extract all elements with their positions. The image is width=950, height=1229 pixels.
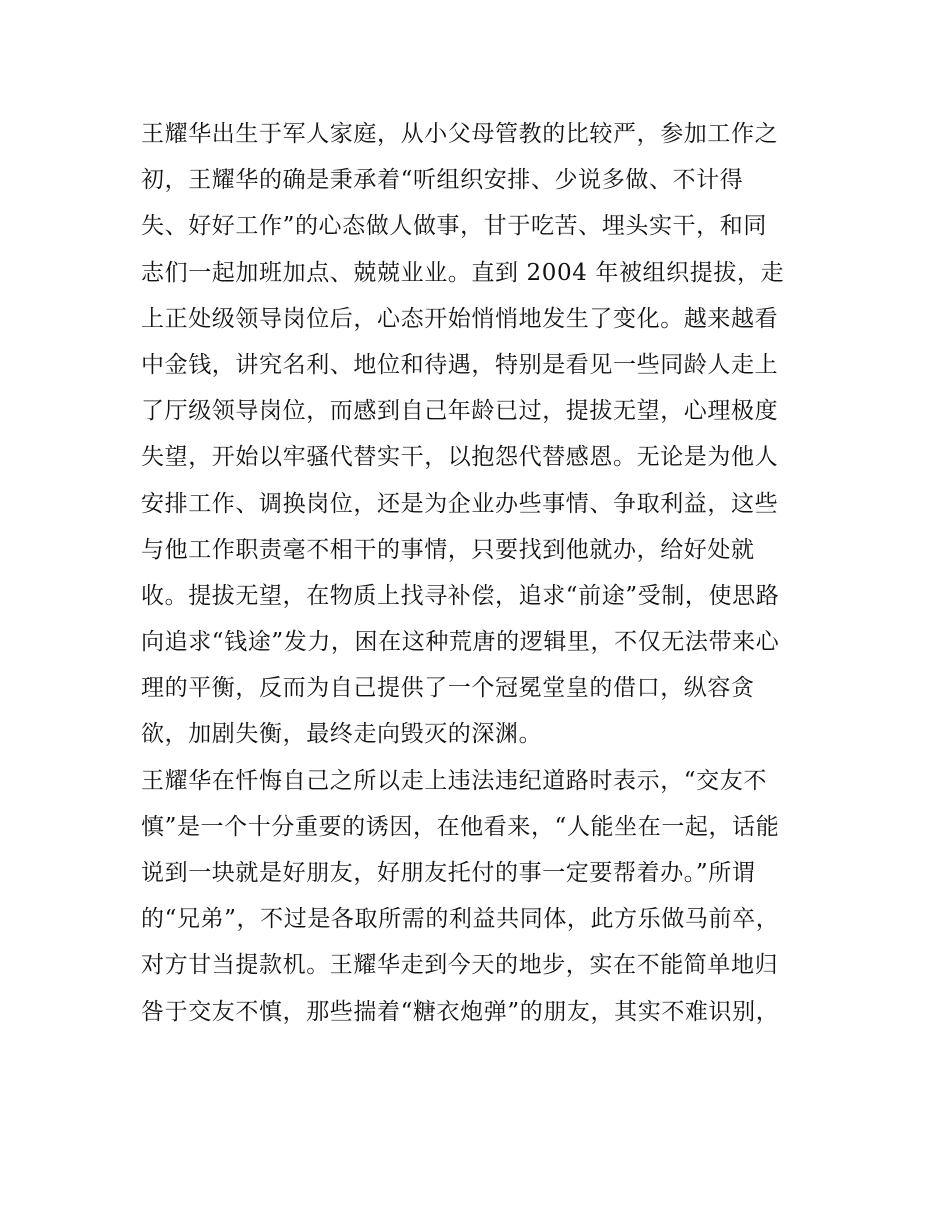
text-line: 中金钱，讲究名利、地位和待遇，特别是看见一些同龄人走上 [141, 351, 779, 378]
text-line: 对方甘当提款机。王耀华走到今天的地步，实在不能简单地归 [141, 952, 779, 979]
text-line: 失、好好工作”的心态做人做事，甘于吃苦、埋头实干，和同 [141, 213, 767, 240]
text-line: 上正处级领导岗位后，心态开始悄悄地发生了变化。越来越看 [141, 305, 779, 332]
text-line: 说到一块就是好朋友，好朋友托付的事一定要帮着办。”所谓 [141, 860, 756, 886]
text-line: 失望，开始以牢骚代替实干，以抱怨代替感恩。无论是为他人 [141, 444, 779, 471]
text-line: 慎”是一个十分重要的诱因，在他看来，“人能坐在一起，话能 [141, 813, 780, 840]
text-line: 的“兄弟”，不过是各取所需的利益共同体，此方乐做马前卒， [141, 906, 780, 933]
text-line: 王耀华出生于军人家庭，从小父母管教的比较严，参加工作之 [141, 121, 779, 147]
text-line: 与他工作职责毫不相干的事情，只要找到他就办，给好处就 [141, 536, 755, 563]
text-line: 咎于交友不慎，那些揣着“糖衣炮弹”的朋友，其实不难识别， [141, 998, 780, 1025]
text-line: 理的平衡，反而为自己提供了一个冠冕堂皇的借口，纵容贪 [141, 675, 755, 702]
text-line: 安排工作、调换岗位，还是为企业办些事情、争取利益，这些 [141, 490, 779, 517]
body-text [141, 111, 821, 1035]
text-line: 了厅级领导岗位，而感到自己年龄已过，提拔无望，心理极度 [141, 398, 779, 425]
text-line: 志们一起加班加点、兢兢业业。直到 2004 年被组织提拔，走 [141, 259, 785, 286]
text-line: 收。提拔无望，在物质上找寻补偿，追求“前途”受制，使思路 [141, 582, 780, 609]
text-line: 初，王耀华的确是秉承着“听组织安排、少说多做、不计得 [141, 167, 744, 194]
text-line: 欲，加剧失衡，最终走向毁灭的深渊。 [141, 721, 543, 748]
text-line: 王耀华在忏悔自己之所以走上违法违纪道路时表示，“交友不 [141, 767, 767, 794]
text-line: 向追求“钱途”发力，困在这种荒唐的逻辑里，不仅无法带来心 [141, 629, 780, 656]
